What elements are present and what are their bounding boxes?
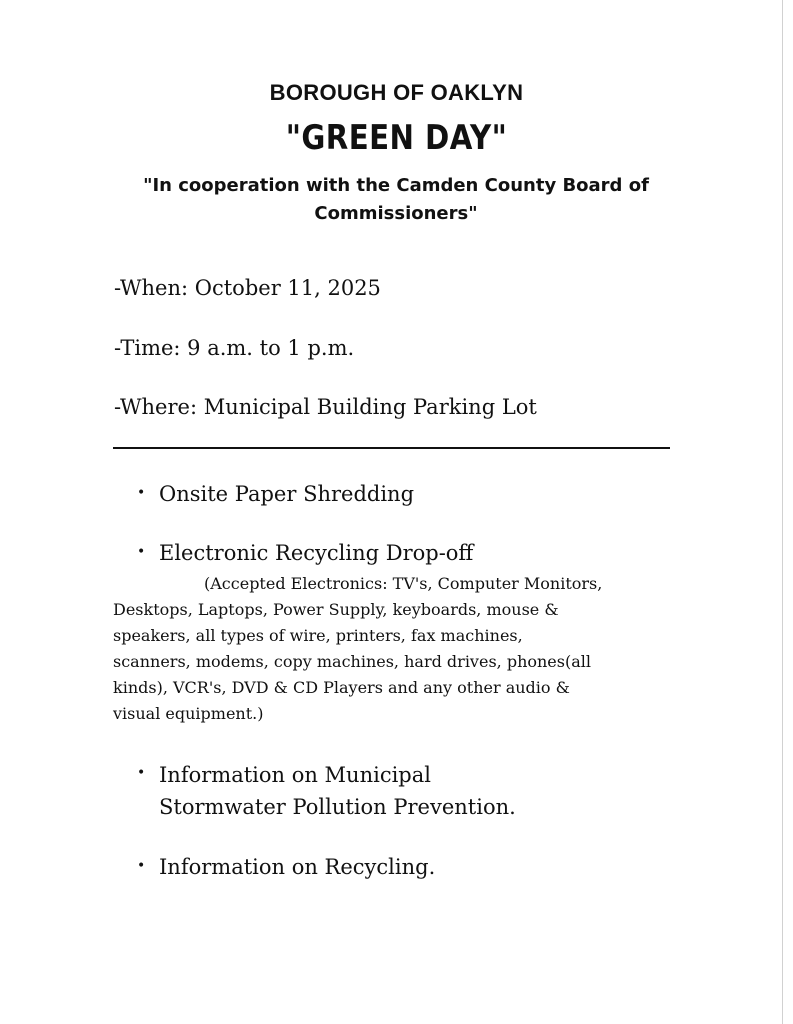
bullet-icon: • [137, 857, 146, 874]
service-item-stormwater [137, 760, 516, 823]
details-line: kinds), VCR's, DVD & CD Players and any other audio & [113, 678, 570, 697]
bullet-icon: • [137, 765, 146, 781]
service-item-electronics [137, 541, 473, 565]
service-item-recycling [137, 855, 435, 879]
cooperation-subtitle: "In cooperation with the Camden County Board of Commissioners" [143, 175, 649, 224]
organization-heading: BOROUGH OF OAKLYN [269, 80, 524, 105]
divider-rule [113, 447, 670, 449]
details-line: speakers, all types of wire, printers, fax machines, [113, 626, 523, 645]
accepted-electronics-list [113, 571, 673, 727]
bullet-icon: • [137, 543, 146, 560]
service-label: Electronic Recycling Drop-off [159, 541, 474, 565]
service-item-shredding [137, 482, 414, 506]
service-label: Information on Recycling. [159, 855, 436, 879]
event-time: -Time: 9 a.m. to 1 p.m. [114, 336, 355, 360]
event-title: "GREEN DAY" [285, 118, 508, 158]
scan-edge-line [782, 0, 783, 1024]
details-line: scanners, modems, copy machines, hard drives, phones(all [113, 652, 591, 671]
details-line: (Accepted Electronics: TV's, Computer Monitors, [204, 574, 603, 593]
bullet-icon: • [137, 484, 146, 501]
event-location: -Where: Municipal Building Parking Lot [114, 395, 537, 419]
service-label: Information on Municipal [159, 763, 431, 787]
service-label: Onsite Paper Shredding [159, 482, 415, 506]
service-label-continued: Stormwater Pollution Prevention. [159, 795, 516, 819]
event-date: -When: October 11, 2025 [114, 276, 381, 300]
details-line: visual equipment.) [113, 704, 264, 723]
details-line: Desktops, Laptops, Power Supply, keyboards, mouse & [113, 600, 559, 619]
